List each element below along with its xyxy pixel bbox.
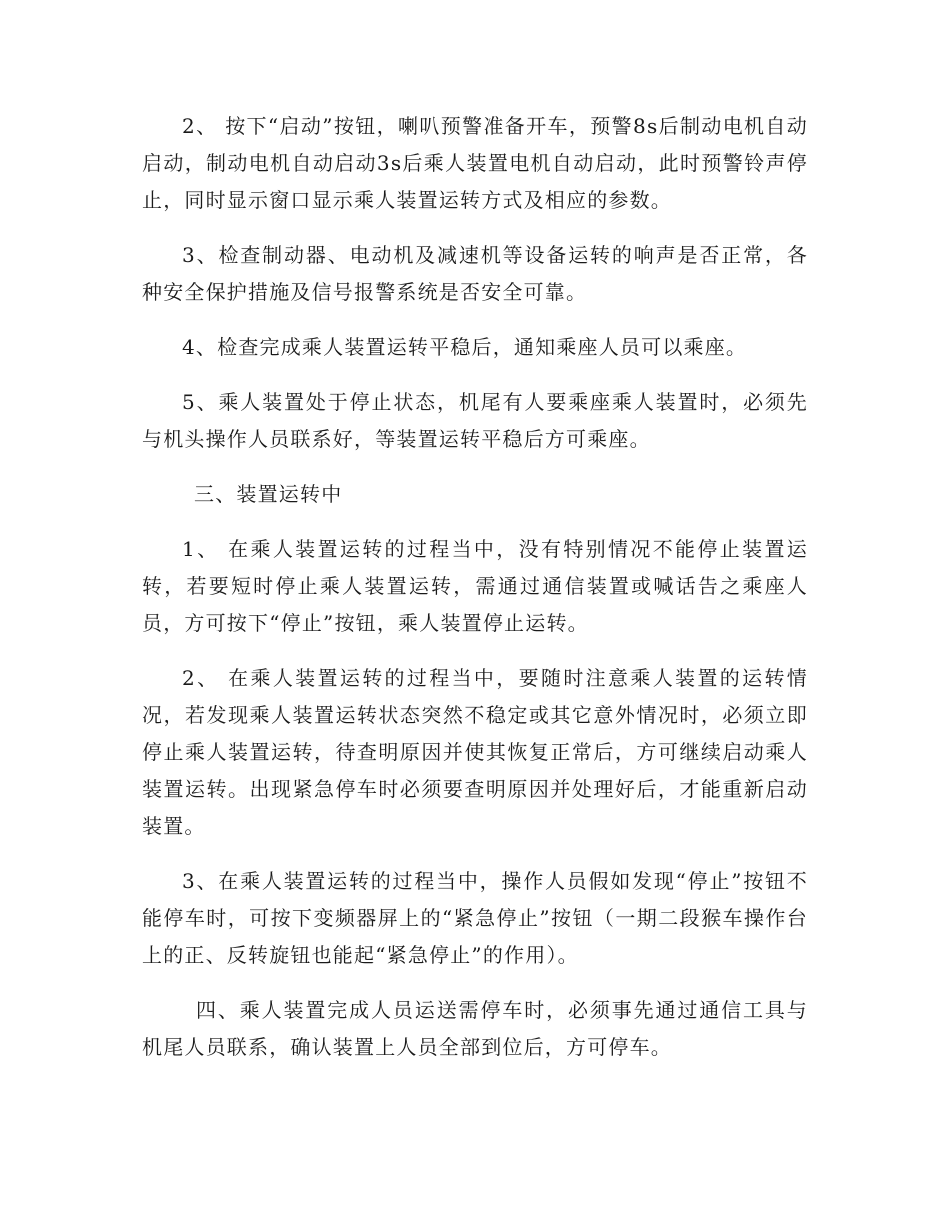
paragraph-running-2: 2、 在乘人装置运转的过程当中，要随时注意乘人装置的运转情况，若发现乘人装置运转状态突然不稳定或其它意外情况时，必须立即停止乘人装置运转，待查明原因并使其恢复正常后，方可继续启动乘人装置运转。出现紧急停车时必须要查明原因并处理好后，才能重新启动装置。 bbox=[142, 666, 808, 838]
paragraph-step-4: 4、检查完成乘人装置运转平稳后，通知乘座人员可以乘座。 bbox=[182, 335, 748, 359]
paragraph-step-5: 5、乘人装置处于停止状态，机尾有人要乘座乘人装置时，必须先与机头操作人员联系好，等装置运转平稳后方可乘座。 bbox=[142, 390, 808, 451]
paragraph-step-3: 3、检查制动器、电动机及减速机等设备运转的响声是否正常，各种安全保护措施及信号报警系统是否安全可靠。 bbox=[142, 243, 808, 304]
document-body bbox=[142, 108, 808, 1084]
paragraph-running-3: 3、在乘人装置运转的过程当中，操作人员假如发现“停止”按钮不能停车时，可按下变频器屏上的“紧急停止”按钮（一期二段猴车操作台上的正、反转旋钮也能起“紧急停止”的作用）。 bbox=[142, 869, 808, 967]
paragraph-step-2: 2、 按下“启动”按钮，喇叭预警准备开车，预警8s后制动电机自动启动，制动电机自动启动3s后乘人装置电机自动启动，此时预警铃声停止，同时显示窗口显示乘人装置运转方式及相应的参数。 bbox=[142, 114, 808, 212]
paragraph-running-1: 1、 在乘人装置运转的过程当中，没有特别情况不能停止装置运转，若要短时停止乘人装置运转，需通过通信装置或喊话告之乘座人员，方可按下“停止”按钮，乘人装置停止运转。 bbox=[142, 537, 808, 635]
section-heading-3: 三、装置运转中 bbox=[194, 482, 343, 506]
paragraph-section-4: 四、乘人装置完成人员运送需停车时，必须事先通过通信工具与机尾人员联系，确认装置上人员全部到位后，方可停车。 bbox=[142, 998, 808, 1059]
